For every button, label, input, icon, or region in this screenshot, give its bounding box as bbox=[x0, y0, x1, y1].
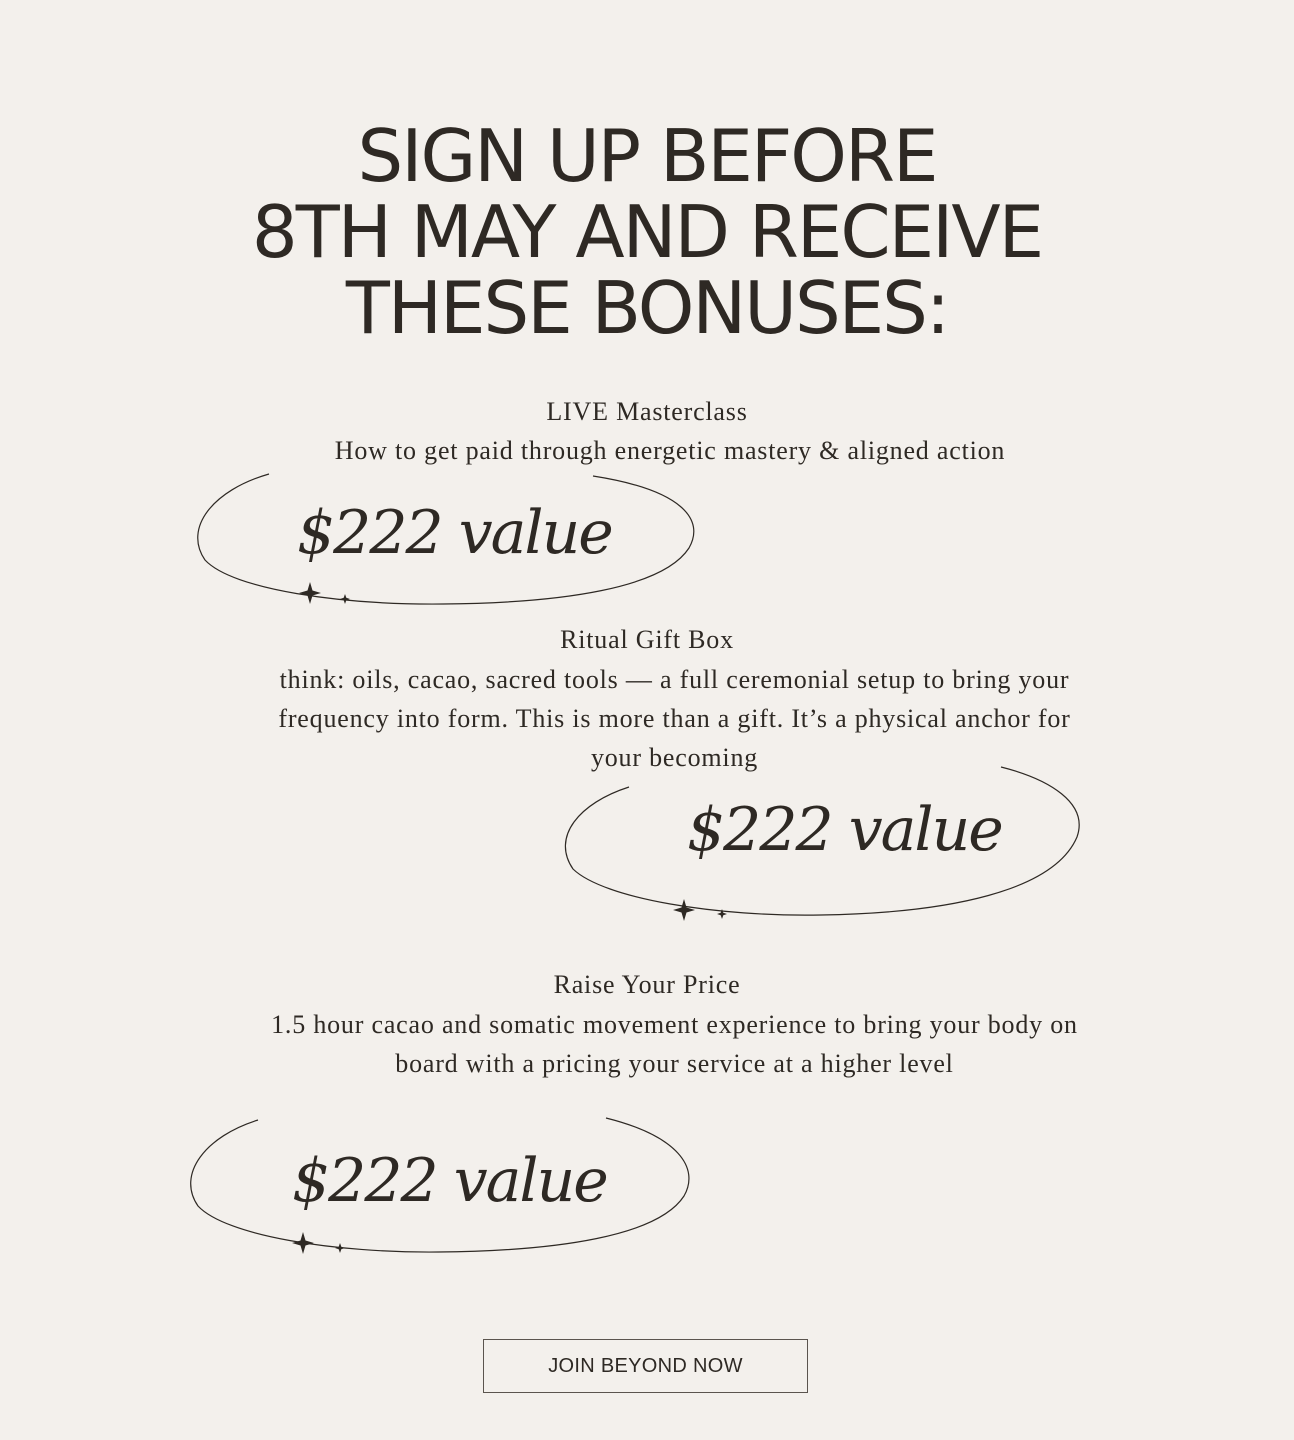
value-badge-raise-price bbox=[186, 1116, 688, 1258]
headline-line-1: SIGN UP BEFORE bbox=[357, 114, 937, 198]
sparkle-icon bbox=[335, 1243, 345, 1253]
headline-line-2: 8TH MAY AND RECEIVE bbox=[251, 190, 1043, 274]
bonus-title-masterclass: LIVE Masterclass bbox=[546, 397, 748, 426]
value-amount-raise-price: $222 value bbox=[292, 1146, 607, 1216]
value-badge-gift-box bbox=[559, 767, 1081, 919]
headline bbox=[0, 114, 1294, 350]
bonus-title-raise-price: Raise Your Price bbox=[553, 970, 741, 999]
sparkle-icon bbox=[673, 899, 695, 921]
bonus-title-gift-box: Ritual Gift Box bbox=[560, 625, 734, 654]
bonus-description-raise-price: 1.5 hour cacao and somatic movement experience to bring your body on board with a pricing your service at a higher level bbox=[271, 1010, 1078, 1078]
bonus-description-gift-box: think: oils, cacao, sacred tools — a full ceremonial setup to bring your frequency into form. This is more than a gift. It’s a physical anchor for your becoming bbox=[278, 665, 1071, 772]
value-badge-masterclass bbox=[193, 470, 693, 610]
bonus-description-masterclass: How to get paid through energetic mastery & aligned action bbox=[334, 436, 1006, 465]
headline-line-3: THESE BONUSES: bbox=[345, 266, 949, 350]
sparkle-icon bbox=[340, 594, 350, 604]
value-amount-gift-box: $222 value bbox=[687, 795, 1002, 865]
value-amount-masterclass: $222 value bbox=[297, 498, 612, 568]
sparkle-icon bbox=[292, 1232, 314, 1254]
join-beyond-now-button[interactable] bbox=[483, 1339, 808, 1393]
sparkle-icon bbox=[299, 582, 321, 604]
join-button-label: JOIN BEYOND NOW bbox=[548, 1354, 743, 1377]
